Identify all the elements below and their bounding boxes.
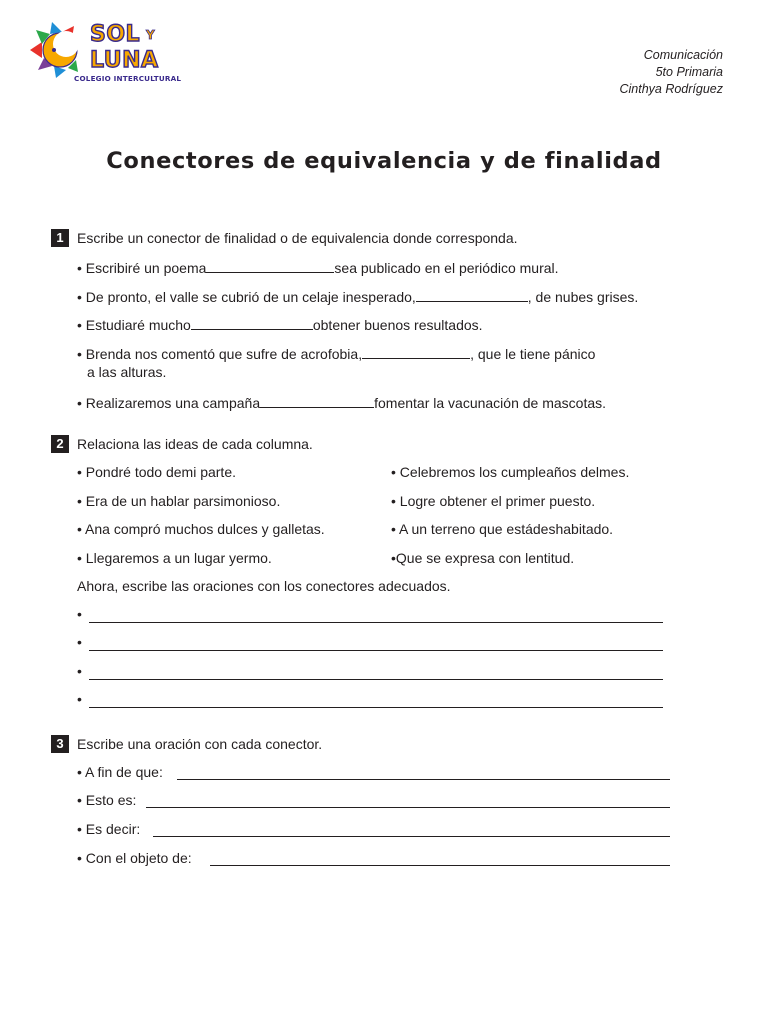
bullet: • xyxy=(77,663,82,679)
exercise-1-item xyxy=(77,393,606,411)
bullet: • xyxy=(77,691,82,707)
answer-line[interactable] xyxy=(89,679,663,680)
item-text: • De pronto, el valle se cubrió de un celaje inesperado, xyxy=(77,289,416,305)
item-text: • Estudiaré mucho xyxy=(77,317,191,333)
answer-blank[interactable] xyxy=(416,287,528,302)
answer-line[interactable] xyxy=(89,707,663,708)
left-column-item: • Ana compró muchos dulces y galletas. xyxy=(77,521,325,537)
connector-label: • Con el objeto de: xyxy=(77,850,192,866)
section-2-header xyxy=(51,434,731,454)
answer-line[interactable] xyxy=(89,650,663,651)
section-1 xyxy=(51,228,731,248)
section-2-instruction: Relaciona las ideas de cada columna. xyxy=(77,436,313,452)
answer-line[interactable] xyxy=(153,836,670,837)
section-1-header xyxy=(51,228,731,248)
connector-label: • A fin de que: xyxy=(77,764,163,780)
grade-label: 5to Primaria xyxy=(655,65,723,79)
logo-text-y: Y xyxy=(146,28,155,42)
section-3 xyxy=(51,734,731,754)
exercise-1-item xyxy=(77,315,483,333)
section-2 xyxy=(51,434,731,454)
logo-text-luna: LUNA xyxy=(90,48,159,73)
answer-blank[interactable] xyxy=(260,393,374,408)
item-text: obtener buenos resultados. xyxy=(312,317,483,333)
answer-blank[interactable] xyxy=(191,315,313,330)
answer-line[interactable] xyxy=(210,865,670,866)
subject-label: Comunicación xyxy=(643,48,723,62)
item-text: sea publicado en el periódico mural. xyxy=(334,260,559,276)
left-column-item: • Pondré todo demi parte. xyxy=(77,464,236,480)
exercise-1-item-continuation: a las alturas. xyxy=(87,364,167,380)
right-column-item: • Celebremos los cumpleaños delmes. xyxy=(391,464,630,480)
right-column-item: •Que se expresa con lentitud. xyxy=(391,550,575,566)
answer-line[interactable] xyxy=(146,807,670,808)
right-column-item: • Logre obtener el primer puesto. xyxy=(391,493,596,509)
bullet: • xyxy=(77,606,82,622)
answer-blank[interactable] xyxy=(362,344,470,359)
item-text: , de nubes grises. xyxy=(527,289,639,305)
section-2-followup: Ahora, escribe las oraciones con los conectores adecuados. xyxy=(77,578,451,594)
connector-label: • Es decir: xyxy=(77,821,141,837)
item-text: • Realizaremos una campaña xyxy=(77,395,261,411)
section-3-header xyxy=(51,734,731,754)
teacher-label: Cinthya Rodríguez xyxy=(619,82,723,96)
left-column-item: • Era de un hablar parsimonioso. xyxy=(77,493,281,509)
item-text: fomentar la vacunación de mascotas. xyxy=(374,395,607,411)
logo-subtitle: COLEGIO INTERCULTURAL xyxy=(74,74,182,83)
section-3-instruction: Escribe una oración con cada conector. xyxy=(77,736,323,752)
exercise-1-item xyxy=(77,287,638,305)
right-column-item: • A un terreno que estádeshabitado. xyxy=(391,521,614,537)
item-text: , que le tiene pánico xyxy=(470,346,596,362)
section-1-instruction: Escribe un conector de finalidad o de equivalencia donde corresponda. xyxy=(77,230,518,246)
exercise-1-item xyxy=(77,258,559,276)
answer-blank[interactable] xyxy=(206,258,334,273)
section-1-number: 1 xyxy=(51,229,69,247)
section-2-number: 2 xyxy=(51,435,69,453)
section-3-number: 3 xyxy=(51,735,69,753)
sun-moon-icon xyxy=(28,20,90,80)
school-logo xyxy=(28,20,180,86)
header-info xyxy=(619,47,723,98)
item-text: • Brenda nos comentó que sufre de acrofobia, xyxy=(77,346,363,362)
page-title: Conectores de equivalencia y de finalidad xyxy=(106,148,662,174)
bullet: • xyxy=(77,634,82,650)
exercise-1-item xyxy=(77,344,595,362)
left-column-item: • Llegaremos a un lugar yermo. xyxy=(77,550,272,566)
logo-text-sol: SOL xyxy=(90,22,141,47)
connector-label: • Esto es: xyxy=(77,792,137,808)
answer-line[interactable] xyxy=(177,779,670,780)
answer-line[interactable] xyxy=(89,622,663,623)
item-text: • Escribiré un poema xyxy=(77,260,207,276)
